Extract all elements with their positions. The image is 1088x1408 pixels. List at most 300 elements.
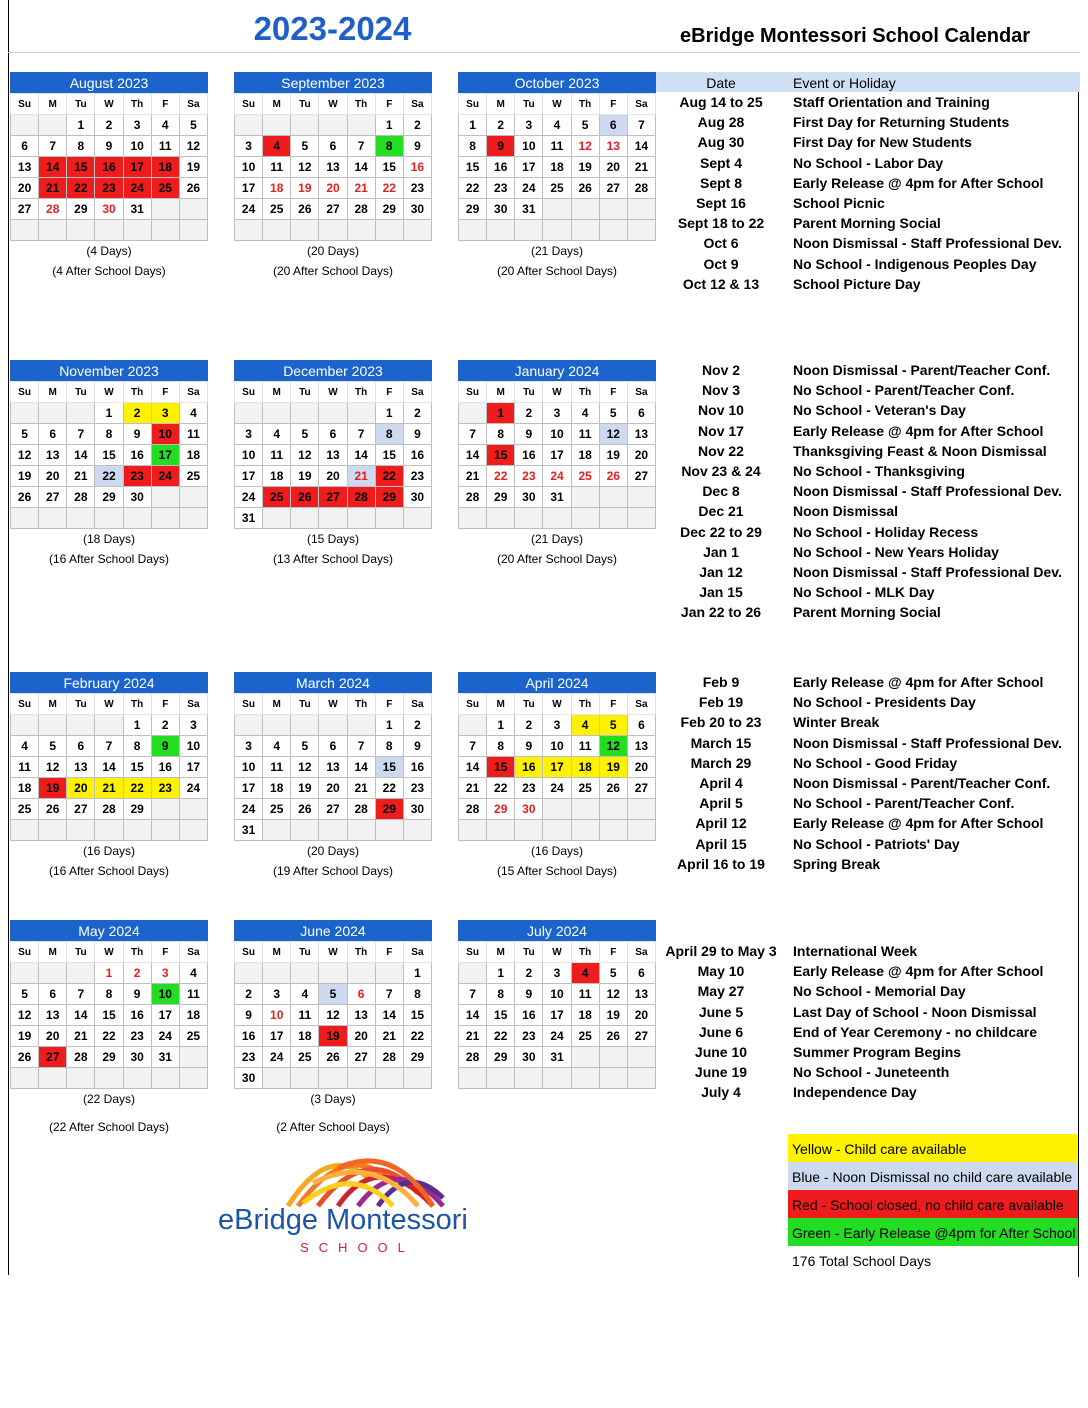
- event-row: [656, 421, 1080, 441]
- weekday-header: Th: [123, 94, 151, 115]
- day-cell: [515, 820, 543, 841]
- day-cell: [123, 220, 151, 241]
- event-date: Jan 12: [699, 563, 743, 580]
- day-cell: 22: [67, 178, 95, 199]
- event-date: Aug 30: [697, 134, 745, 151]
- day-cell: 1: [403, 963, 431, 984]
- event-row: [656, 1002, 1080, 1022]
- day-cell: 7: [347, 136, 375, 157]
- day-cell: 31: [123, 199, 151, 220]
- day-cell: 26: [291, 799, 319, 820]
- day-cell: 17: [151, 445, 179, 466]
- weekday-header: F: [375, 694, 403, 715]
- day-cell: 27: [599, 178, 627, 199]
- day-cell: 18: [151, 157, 179, 178]
- day-cell: 26: [599, 1026, 627, 1047]
- month-title: November 2023: [10, 360, 208, 381]
- weekday-header: Sa: [179, 94, 207, 115]
- event-row: [656, 834, 1080, 854]
- day-cell: [515, 220, 543, 241]
- day-cell: 15: [375, 757, 403, 778]
- event-column-header: Event or Holiday: [793, 75, 896, 91]
- weekday-header: Tu: [67, 382, 95, 403]
- event-description: Early Release @ 4pm for After School: [793, 422, 1044, 439]
- event-date: Dec 8: [702, 483, 740, 500]
- day-cell: 17: [235, 778, 263, 799]
- event-description: No School - Memorial Day: [793, 983, 966, 1000]
- event-date: June 19: [694, 1064, 748, 1081]
- day-cell: 12: [599, 736, 627, 757]
- weekday-header: Su: [235, 94, 263, 115]
- day-cell: 15: [375, 445, 403, 466]
- day-cell: 15: [95, 1005, 123, 1026]
- day-cell: 2: [151, 715, 179, 736]
- weekday-header: Sa: [403, 94, 431, 115]
- day-cell: 21: [67, 1026, 95, 1047]
- day-cell: [319, 115, 347, 136]
- day-cell: [263, 403, 291, 424]
- day-cell: 6: [627, 403, 655, 424]
- weekday-header: M: [487, 382, 515, 403]
- event-date: Nov 22: [698, 442, 744, 459]
- month-school-days: (16 Days): [530, 844, 583, 858]
- day-cell: 21: [627, 157, 655, 178]
- day-cell: 20: [67, 778, 95, 799]
- day-cell: 1: [95, 403, 123, 424]
- day-cell: 12: [291, 445, 319, 466]
- day-cell: 10: [263, 1005, 291, 1026]
- day-cell: 7: [375, 984, 403, 1005]
- weekday-header: W: [95, 382, 123, 403]
- day-cell: 19: [291, 466, 319, 487]
- day-cell: 21: [459, 1026, 487, 1047]
- day-cell: 19: [599, 445, 627, 466]
- event-row: [656, 173, 1080, 193]
- month-calendar: [458, 920, 656, 1097]
- event-row: [656, 773, 1080, 793]
- event-description: International Week: [793, 943, 918, 960]
- day-cell: 7: [459, 736, 487, 757]
- day-cell: 22: [487, 1026, 515, 1047]
- day-cell: 10: [123, 136, 151, 157]
- day-cell: 15: [487, 1005, 515, 1026]
- weekday-header: Su: [459, 694, 487, 715]
- day-cell: 25: [571, 1026, 599, 1047]
- month-after-school-days: (20 After School Days): [496, 264, 618, 278]
- event-date: Aug 28: [697, 114, 745, 131]
- day-cell: [347, 1068, 375, 1089]
- event-description: Parent Morning Social: [793, 604, 941, 621]
- day-cell: [95, 715, 123, 736]
- weekday-header: F: [375, 942, 403, 963]
- event-row: [656, 602, 1080, 622]
- event-date: Jan 22 to 26: [680, 604, 762, 621]
- event-description: End of Year Ceremony - no childcare: [793, 1023, 1038, 1040]
- day-cell: [291, 403, 319, 424]
- day-cell: 25: [571, 778, 599, 799]
- event-description: No School - Parent/Teacher Conf.: [793, 382, 1015, 399]
- month-table: [10, 381, 208, 529]
- event-description: No School - Good Friday: [793, 754, 958, 771]
- event-date: April 5: [699, 795, 743, 812]
- day-cell: 20: [319, 178, 347, 199]
- day-cell: 24: [151, 1026, 179, 1047]
- day-cell: 16: [403, 757, 431, 778]
- day-cell: 14: [459, 757, 487, 778]
- day-cell: [599, 1047, 627, 1068]
- day-cell: 15: [459, 157, 487, 178]
- weekday-header: M: [263, 382, 291, 403]
- event-row: [656, 213, 1080, 233]
- event-row: [656, 813, 1080, 833]
- day-cell: 8: [375, 136, 403, 157]
- weekday-header: Th: [123, 382, 151, 403]
- day-cell: [627, 199, 655, 220]
- day-cell: 8: [375, 736, 403, 757]
- month-calendar: [458, 672, 656, 881]
- event-date: May 10: [697, 963, 745, 980]
- day-cell: [179, 820, 207, 841]
- event-description: No School - Veteran's Day: [793, 402, 966, 419]
- event-description: No School - Parent/Teacher Conf.: [793, 795, 1015, 812]
- day-cell: 20: [11, 178, 39, 199]
- calendar-title: eBridge Montessori School Calendar: [680, 25, 1031, 47]
- weekday-header: W: [543, 94, 571, 115]
- day-cell: 21: [95, 778, 123, 799]
- event-date: Jan 15: [699, 584, 743, 601]
- day-cell: [347, 115, 375, 136]
- day-cell: 1: [459, 115, 487, 136]
- weekday-header: Su: [11, 382, 39, 403]
- day-cell: 26: [291, 199, 319, 220]
- event-description: No School - Labor Day: [793, 154, 944, 171]
- weekday-header: Th: [123, 942, 151, 963]
- day-cell: 9: [235, 1005, 263, 1026]
- day-cell: [375, 820, 403, 841]
- event-date: July 4: [701, 1084, 741, 1101]
- day-cell: 29: [67, 199, 95, 220]
- day-cell: 8: [487, 736, 515, 757]
- day-cell: 16: [515, 1005, 543, 1026]
- event-row: [656, 501, 1080, 521]
- month-table: [458, 941, 656, 1089]
- month-after-school-days: (4 After School Days): [52, 264, 166, 278]
- day-cell: 17: [263, 1026, 291, 1047]
- event-date: Nov 23 & 24: [681, 463, 761, 480]
- event-description: No School - Indigenous Peoples Day: [793, 255, 1037, 272]
- month-title: August 2023: [10, 72, 208, 93]
- day-cell: [627, 799, 655, 820]
- day-cell: 14: [67, 1005, 95, 1026]
- weekday-header: Sa: [403, 942, 431, 963]
- month-table: [10, 941, 208, 1089]
- day-cell: 4: [263, 424, 291, 445]
- month-after-school-days: (13 After School Days): [272, 552, 394, 566]
- day-cell: 21: [67, 466, 95, 487]
- day-cell: 2: [515, 963, 543, 984]
- day-cell: 8: [67, 136, 95, 157]
- event-date: April 12: [695, 815, 747, 832]
- event-description: No School - New Years Holiday: [793, 543, 999, 560]
- day-cell: 28: [67, 1047, 95, 1068]
- day-cell: 1: [95, 963, 123, 984]
- day-cell: 28: [459, 487, 487, 508]
- event-description: No School - Holiday Recess: [793, 523, 979, 540]
- day-cell: 30: [403, 199, 431, 220]
- day-cell: [151, 1068, 179, 1089]
- day-cell: 23: [403, 178, 431, 199]
- day-cell: 21: [459, 778, 487, 799]
- month-school-days: (21 Days): [530, 532, 583, 546]
- day-cell: 14: [347, 445, 375, 466]
- day-cell: 4: [179, 963, 207, 984]
- logo-subtitle: SCHOOL: [300, 1240, 415, 1255]
- month-title: September 2023: [234, 72, 432, 93]
- month-calendar: [458, 360, 656, 569]
- day-cell: 5: [179, 115, 207, 136]
- event-description: Noon Dismissal - Staff Professional Dev.: [793, 235, 1062, 252]
- day-cell: 20: [627, 757, 655, 778]
- day-cell: 3: [235, 736, 263, 757]
- day-cell: [403, 820, 431, 841]
- day-cell: 13: [599, 136, 627, 157]
- event-row: [656, 712, 1080, 732]
- day-cell: 24: [543, 1026, 571, 1047]
- day-cell: [627, 508, 655, 529]
- day-cell: 9: [515, 424, 543, 445]
- day-cell: 22: [375, 778, 403, 799]
- event-date: March 15: [690, 734, 752, 751]
- day-cell: 19: [319, 1026, 347, 1047]
- legend-blue: Blue - Noon Dismissal no child care available: [788, 1162, 1078, 1190]
- logo-arc-graphic: [218, 1148, 508, 1208]
- month-table: [234, 693, 432, 841]
- event-row: [656, 672, 1080, 692]
- event-description: Noon Dismissal - Staff Professional Dev.: [793, 483, 1062, 500]
- month-title: May 2024: [10, 920, 208, 941]
- day-cell: 12: [179, 136, 207, 157]
- day-cell: 1: [375, 403, 403, 424]
- day-cell: [67, 963, 95, 984]
- day-cell: 26: [319, 1047, 347, 1068]
- day-cell: 14: [347, 757, 375, 778]
- day-cell: 3: [151, 963, 179, 984]
- day-cell: 19: [571, 157, 599, 178]
- day-cell: 3: [235, 136, 263, 157]
- weekday-header: Sa: [179, 382, 207, 403]
- event-date: Oct 9: [703, 255, 739, 272]
- day-cell: [627, 220, 655, 241]
- day-cell: 3: [235, 424, 263, 445]
- day-cell: 31: [151, 1047, 179, 1068]
- event-date: Sept 16: [696, 195, 746, 212]
- day-cell: [599, 220, 627, 241]
- day-cell: 17: [123, 157, 151, 178]
- weekday-header: Sa: [403, 694, 431, 715]
- day-cell: [263, 963, 291, 984]
- day-cell: [459, 820, 487, 841]
- day-cell: 1: [487, 963, 515, 984]
- month-after-school-days: (22 After School Days): [48, 1120, 170, 1134]
- day-cell: [95, 1068, 123, 1089]
- event-row: [656, 112, 1080, 132]
- day-cell: 5: [319, 984, 347, 1005]
- day-cell: [319, 963, 347, 984]
- day-cell: [67, 820, 95, 841]
- weekday-header: Th: [347, 94, 375, 115]
- day-cell: 7: [347, 424, 375, 445]
- day-cell: 17: [235, 466, 263, 487]
- day-cell: 5: [11, 984, 39, 1005]
- day-cell: 16: [95, 157, 123, 178]
- day-cell: [179, 1047, 207, 1068]
- weekday-header: M: [263, 94, 291, 115]
- month-table: [10, 93, 208, 241]
- day-cell: [515, 508, 543, 529]
- day-cell: 28: [627, 178, 655, 199]
- day-cell: 11: [571, 984, 599, 1005]
- day-cell: 10: [515, 136, 543, 157]
- day-cell: 18: [179, 1005, 207, 1026]
- day-cell: [263, 715, 291, 736]
- month-calendar: [234, 672, 432, 881]
- event-row: [656, 793, 1080, 813]
- day-cell: 28: [39, 199, 67, 220]
- event-date: Dec 21: [698, 503, 744, 520]
- month-table: [458, 693, 656, 841]
- day-cell: 2: [515, 715, 543, 736]
- event-row: [656, 132, 1080, 152]
- day-cell: [179, 199, 207, 220]
- event-date: April 4: [699, 775, 743, 792]
- weekday-header: Tu: [515, 94, 543, 115]
- day-cell: 13: [347, 1005, 375, 1026]
- day-cell: 27: [319, 199, 347, 220]
- day-cell: 3: [543, 403, 571, 424]
- day-cell: 6: [39, 984, 67, 1005]
- day-cell: 7: [347, 736, 375, 757]
- legend-green: Green - Early Release @4pm for After School: [788, 1218, 1078, 1246]
- event-row: [656, 233, 1080, 253]
- month-title: June 2024: [234, 920, 432, 941]
- day-cell: 19: [39, 778, 67, 799]
- day-cell: 16: [515, 445, 543, 466]
- event-description: Parent Morning Social: [793, 215, 941, 232]
- day-cell: 17: [235, 178, 263, 199]
- month-after-school-days: (19 After School Days): [272, 864, 394, 878]
- event-date: Feb 20 to 23: [680, 714, 762, 731]
- weekday-header: Tu: [291, 942, 319, 963]
- day-cell: 4: [571, 403, 599, 424]
- weekday-header: W: [543, 382, 571, 403]
- events-spring: [656, 672, 1080, 874]
- day-cell: 6: [599, 115, 627, 136]
- event-description: Summer Program Begins: [793, 1044, 962, 1061]
- left-border-line: [8, 0, 9, 1275]
- day-cell: 21: [347, 778, 375, 799]
- day-cell: 9: [403, 136, 431, 157]
- event-row: [656, 692, 1080, 712]
- weekday-header: F: [599, 382, 627, 403]
- day-cell: 5: [291, 424, 319, 445]
- day-cell: [627, 1047, 655, 1068]
- school-year-title: 2023-2024: [253, 10, 412, 47]
- day-cell: 11: [263, 757, 291, 778]
- day-cell: 3: [123, 115, 151, 136]
- weekday-header: Th: [347, 942, 375, 963]
- day-cell: [95, 220, 123, 241]
- weekday-header: W: [543, 942, 571, 963]
- weekday-header: W: [95, 694, 123, 715]
- day-cell: 12: [291, 757, 319, 778]
- day-cell: 22: [95, 466, 123, 487]
- day-cell: [571, 487, 599, 508]
- weekday-header: Tu: [515, 942, 543, 963]
- month-table: [458, 381, 656, 529]
- day-cell: 5: [11, 424, 39, 445]
- day-cell: [403, 508, 431, 529]
- event-description: Last Day of School - Noon Dismissal: [793, 1003, 1037, 1020]
- day-cell: 19: [291, 778, 319, 799]
- day-cell: [235, 220, 263, 241]
- day-cell: [543, 1068, 571, 1089]
- day-cell: [123, 508, 151, 529]
- day-cell: 8: [95, 424, 123, 445]
- event-date: Oct 6: [703, 235, 739, 252]
- day-cell: 17: [179, 757, 207, 778]
- day-cell: 23: [515, 1026, 543, 1047]
- weekday-header: W: [319, 942, 347, 963]
- day-cell: 24: [235, 487, 263, 508]
- day-cell: [291, 115, 319, 136]
- day-cell: 6: [627, 715, 655, 736]
- day-cell: 9: [487, 136, 515, 157]
- day-cell: 3: [515, 115, 543, 136]
- event-date: April 15: [695, 835, 747, 852]
- event-row: [656, 562, 1080, 582]
- day-cell: 4: [291, 984, 319, 1005]
- day-cell: 29: [403, 1047, 431, 1068]
- month-table: [234, 93, 432, 241]
- day-cell: [123, 820, 151, 841]
- weekday-header: Tu: [67, 94, 95, 115]
- day-cell: [39, 508, 67, 529]
- day-cell: 21: [347, 178, 375, 199]
- day-cell: 19: [291, 178, 319, 199]
- day-cell: 4: [571, 715, 599, 736]
- day-cell: 22: [375, 466, 403, 487]
- day-cell: 24: [263, 1047, 291, 1068]
- day-cell: 31: [235, 508, 263, 529]
- day-cell: 9: [515, 736, 543, 757]
- day-cell: [11, 963, 39, 984]
- day-cell: 11: [571, 736, 599, 757]
- day-cell: 17: [515, 157, 543, 178]
- month-school-days: (4 Days): [86, 244, 132, 258]
- day-cell: 3: [179, 715, 207, 736]
- day-cell: 2: [487, 115, 515, 136]
- event-date: Nov 3: [701, 382, 741, 399]
- weekday-header: Sa: [627, 942, 655, 963]
- day-cell: 19: [599, 1005, 627, 1026]
- day-cell: 22: [95, 1026, 123, 1047]
- weekday-header: Tu: [291, 94, 319, 115]
- weekday-header: Su: [459, 382, 487, 403]
- event-row: [656, 461, 1080, 481]
- weekday-header: Sa: [627, 382, 655, 403]
- day-cell: 27: [67, 799, 95, 820]
- day-cell: 15: [67, 157, 95, 178]
